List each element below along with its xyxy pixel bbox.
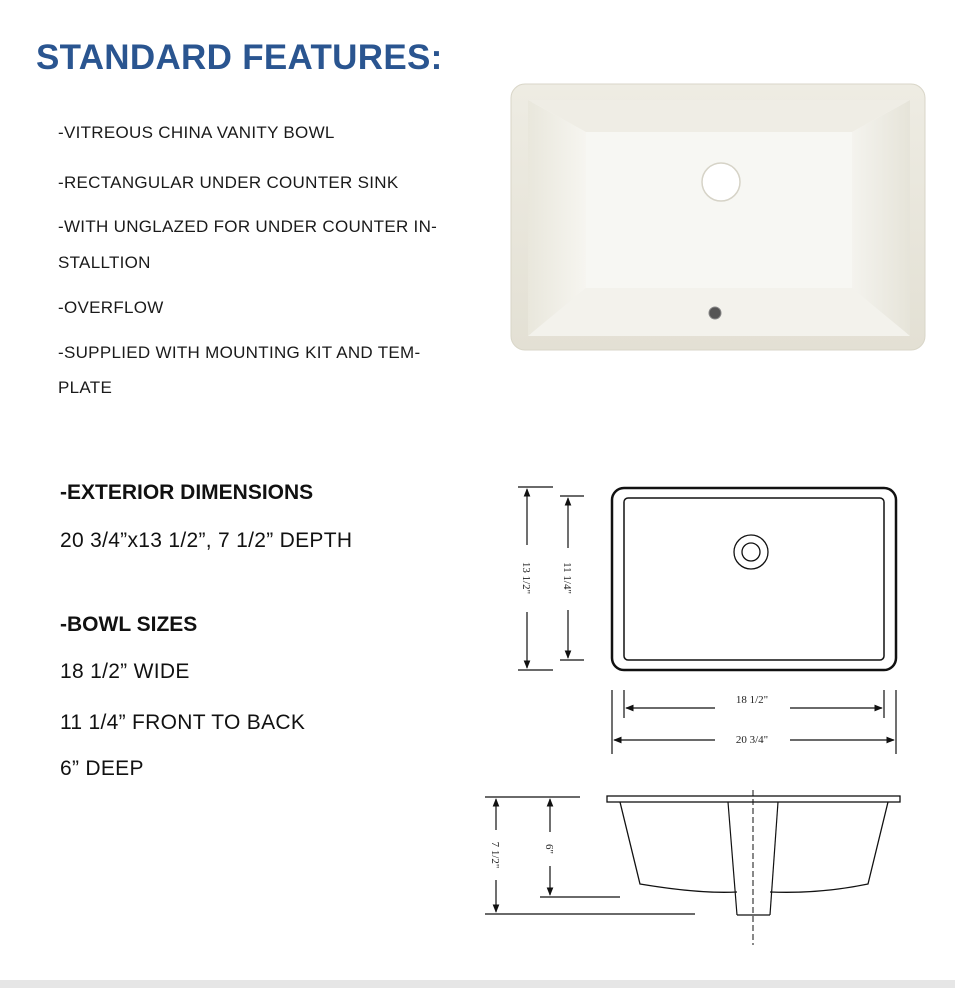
height-dimensions — [518, 487, 584, 670]
feature-item: STALLTION — [58, 253, 151, 272]
bowl-width-text: 18 1/2” WIDE — [60, 660, 190, 683]
width-dimensions — [612, 690, 896, 754]
feature-item: -OVERFLOW — [58, 298, 164, 317]
feature-item: -RECTANGULAR UNDER COUNTER SINK — [58, 173, 399, 192]
feature-item: -WITH UNGLAZED FOR UNDER COUNTER IN- — [58, 217, 438, 236]
exterior-dimensions-heading: -EXTERIOR DIMENSIONS — [60, 481, 314, 504]
exterior-dimensions-text: 20 3/4”x13 1/2”, 7 1/2” DEPTH — [60, 529, 353, 552]
total-depth-label: 7 1/2" — [489, 841, 501, 869]
feature-item: -VITREOUS CHINA VANITY BOWL — [58, 123, 335, 142]
outer-width-label: 20 3/4" — [735, 734, 769, 746]
sink-top-view — [612, 488, 896, 670]
sink-side-view — [485, 790, 900, 945]
inner-width-label: 18 1/2" — [735, 694, 769, 706]
page-title: STANDARD FEATURES: — [36, 38, 443, 77]
bowl-depth-label: 6" — [543, 844, 555, 854]
bowl-depth-text: 6” DEEP — [60, 757, 144, 780]
feature-item: -SUPPLIED WITH MOUNTING KIT AND TEM- — [58, 343, 421, 362]
bottom-divider — [0, 980, 955, 988]
feature-item: PLATE — [58, 378, 113, 397]
inner-height-label: 11 1/4" — [561, 562, 573, 594]
outer-height-label: 13 1/2" — [520, 561, 532, 595]
depth-dimensions — [485, 797, 580, 912]
bowl-sizes-heading: -BOWL SIZES — [60, 613, 198, 636]
bowl-front-back-text: 11 1/4” FRONT TO BACK — [60, 711, 306, 734]
